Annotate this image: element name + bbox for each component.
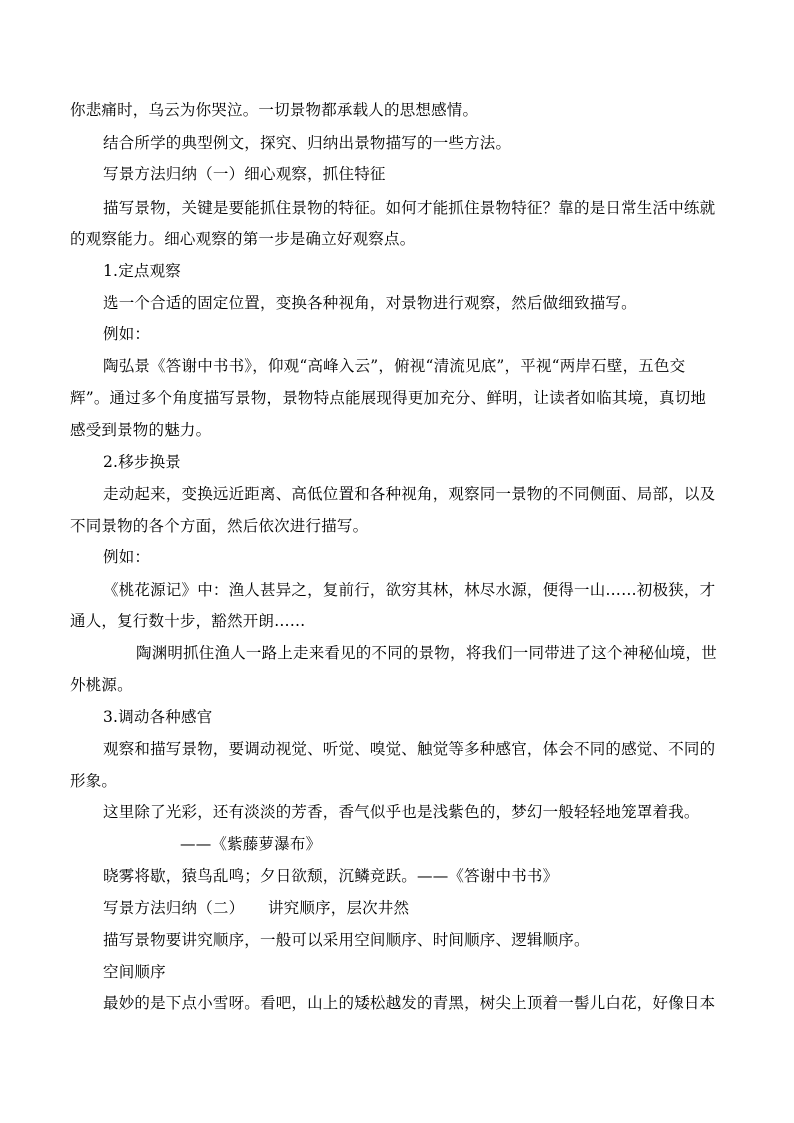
paragraph-line: 感受到景物的魅力。 [70,421,212,439]
paragraph-line: 描写景物要讲究顺序，一般可以采用空间顺序、时间顺序、逻辑顺序。 [103,931,590,949]
paragraph-line: 你悲痛时，乌云为你哭泣。一切景物都承载人的思想感情。 [70,101,479,119]
section-heading: 写景方法归纳（二） 讲究顺序，层次井然 [103,899,410,917]
quote-line: 这里除了光彩，还有淡淡的芳香，香气似乎也是浅紫色的，梦幻一般轻轻地笼罩着我。 [103,803,700,821]
subheading: 1.定点观察 [103,262,181,280]
paragraph-line: 陶弘景《答谢中书书》，仰观“高峰入云”，俯视“清流见底”，平视“两岸石壁，五色交 [103,357,686,375]
paragraph-line: 最妙的是下点小雪呀。看吧，山上的矮松越发的青黑，树尖上顶着一髻儿白花，好像日本 [103,994,716,1012]
paragraph-line: 描写景物，关键是要能抓住景物的特征。如何才能抓住景物特征？靠的是日常生活中练就 [103,199,716,217]
example-label: 例如： [103,325,151,343]
paragraph-line: 不同景物的各个方面，然后依次进行描写。 [70,517,369,535]
paragraph-line: 陶渊明抓住渔人一路上走来看见的不同的景物，将我们一同带进了这个神秘仙境，世 [136,644,717,662]
paragraph-line: 形象。 [70,772,118,790]
example-label: 例如： [103,548,151,566]
section-heading: 写景方法归纳（一）细心观察，抓住特征 [103,165,386,183]
paragraph-line: 走动起来，变换远近距离、高低位置和各种视角，观察同一景物的不同侧面、局部，以及 [103,485,716,503]
paragraph-line: 《桃花源记》中：渔人甚异之，复前行，欲穷其林，林尽水源，便得一山……初极狭，才 [103,581,716,599]
subheading: 2.移步换景 [103,453,181,471]
paragraph-line: 选一个合适的固定位置，变换各种视角，对景物进行观察，然后做细致描写。 [103,294,637,312]
subheading: 3.调动各种感官 [103,708,213,726]
paragraph-line: 外桃源。 [70,676,133,694]
quote-line: 晓雾将歇，猿鸟乱鸣；夕日欲颓，沉鳞竞跃。——《答谢中书书》 [103,867,559,885]
paragraph-line: 的观察能力。细心观察的第一步是确立好观察点。 [70,230,416,248]
paragraph-line: 观察和描写景物，要调动视觉、听觉、嗅觉、触觉等多种感官，体会不同的感觉、不同的 [103,740,716,758]
quote-source: ——《紫藤萝瀑布》 [180,835,322,853]
paragraph-line: 辉”。通过多个角度描写景物，景物特点能展现得更加充分、鲜明，让读者如临其境，真切地 [70,389,707,407]
subheading: 空间顺序 [103,963,166,981]
paragraph-line: 通人，复行数十步，豁然开朗…… [70,612,306,630]
paragraph-line: 结合所学的典型例文，探究、归纳出景物描写的一些方法。 [103,134,512,152]
